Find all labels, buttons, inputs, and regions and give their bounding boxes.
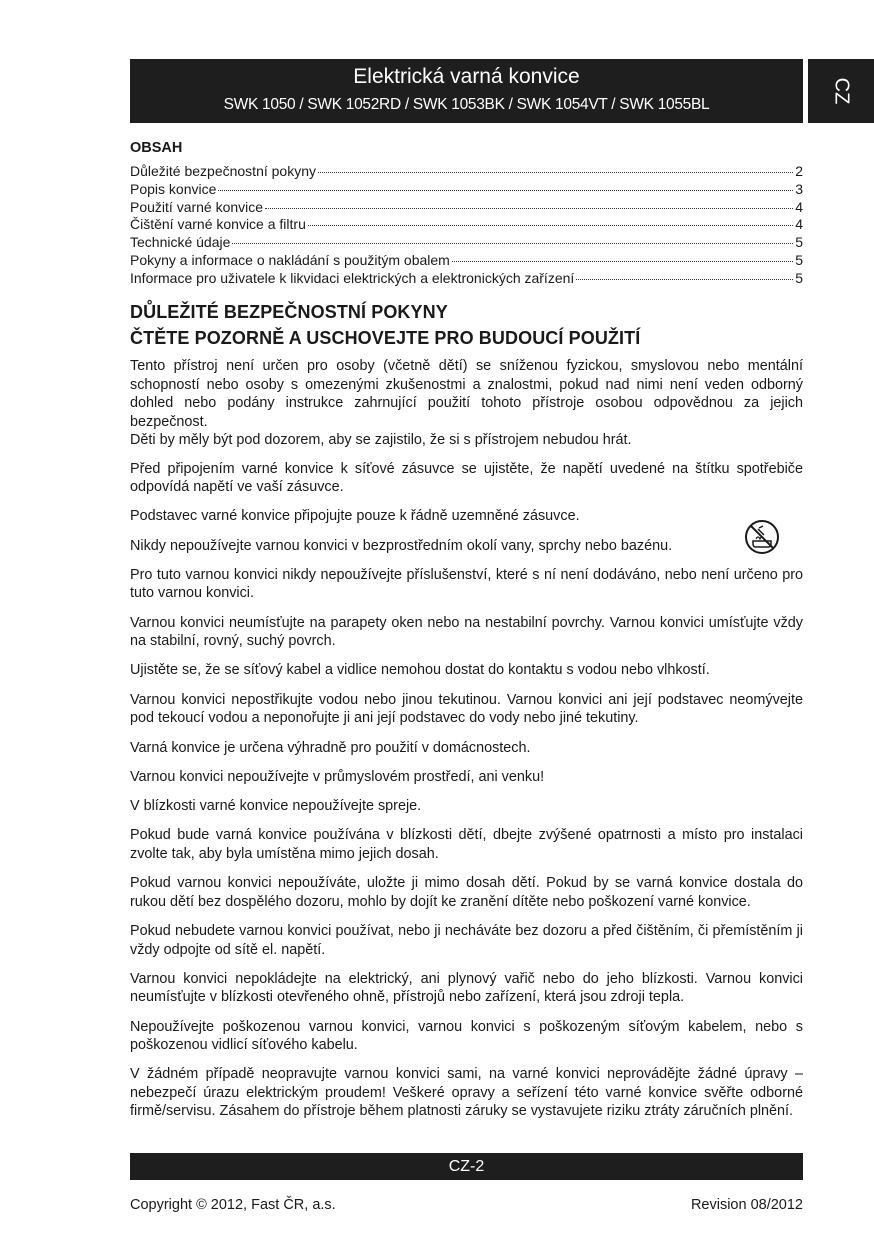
section-heading: DŮLEŽITÉ BEZPEČNOSTNÍ POKYNY xyxy=(130,302,448,322)
toc-item-label: Čištění varné konvice a filtru xyxy=(130,216,306,233)
toc-item[interactable] xyxy=(130,199,803,217)
toc-item-page: 4 xyxy=(795,198,803,215)
toc-item[interactable] xyxy=(130,163,803,181)
paragraph: Varnou konvici nepoužívejte v průmyslovém prostředí, ani venku! xyxy=(130,768,545,785)
paragraph: Varná konvice je určena výhradně pro použití v domácnostech. xyxy=(130,739,531,756)
language-tab xyxy=(808,59,874,123)
toc-item[interactable] xyxy=(130,216,803,234)
language-code: CZ xyxy=(830,77,853,105)
paragraph: V žádném případě neopravujte varnou konvici sami, na varné konvici neprovádějte žádné úpravy – nebezpečí úrazu elektrickým proudem! Veškeré opravy a seřízení této varné konvice svěřte odborné firmě/servisu. Zásahem do přístroje během platnosti záruky se vystavujete riziku ztráty záručních plnění. xyxy=(130,1066,803,1120)
toc-item-label: Pokyny a informace o nakládání s použitým obalem xyxy=(130,251,450,268)
toc-item[interactable] xyxy=(130,252,803,270)
paragraph: Nepoužívejte poškozenou varnou konvici, varnou konvici s poškozeným síťovým kabelem, nebo s poškozenou vidlicí síťového kabelu. xyxy=(130,1018,803,1054)
toc-item-page: 3 xyxy=(795,180,803,197)
toc-item-label: Technické údaje xyxy=(130,234,231,251)
revision-text: Revision 08/2012 xyxy=(690,1197,803,1213)
paragraph: Varnou konvici nepostřikujte vodou nebo jinou tekutinou. Varnou konvici ani její podstavec neomývejte pod tekoucí vodou a neponořujte ji ani její podstavec do vody nebo jiné tekutiny. xyxy=(130,691,803,727)
paragraph: Pokud bude varná konvice používána v blízkosti dětí, dbejte zvýšené opatrnosti a místo pro instalaci zvolte tak, aby byla umístěna mimo jejich dosah. xyxy=(130,827,803,862)
paragraph: Před připojením varné konvice k síťové zásuvce se ujistěte, že napětí uvedené na štítku spotřebiče odpovídá napětí ve vaší zásuvce. xyxy=(130,460,803,495)
paragraph: Ujistěte se, že se síťový kabel a vidlice nemohou dostat do kontaktu s vodou nebo vlhkostí. xyxy=(130,662,710,679)
table-of-contents xyxy=(130,163,803,288)
paragraph: Pokud nebudete varnou konvici používat, nebo ji necháváte bez dozoru a před čištěním, či přemístěním ji vždy odpojte od sítě el. napětí. xyxy=(130,923,803,958)
toc-item-label: Informace pro uživatele k likvidaci elektrických a elektronických zařízení xyxy=(130,269,575,286)
paragraph: Pokud varnou konvici nepoužíváte, uložte ji mimo dosah dětí. Pokud by se varná konvice dostala do rukou dětí bez dospělého dozoru, mohlo by dojít ke zranění dítěte nebo poškození varné konvice. xyxy=(130,875,803,910)
paragraph: V blízkosti varné konvice nepoužívejte spreje. xyxy=(130,798,422,815)
paragraph: Pro tuto varnou konvici nikdy nepoužívejte příslušenství, které s ní není dodáváno, nebo není určeno pro tuto varnou konvici. xyxy=(130,566,803,602)
no-bath-warning-icon xyxy=(744,519,780,555)
copyright-text: Copyright © 2012, Fast ČR, a.s. xyxy=(130,1197,336,1213)
paragraph: Podstavec varné konvice připojujte pouze k řádně uzemněné zásuvce. xyxy=(130,508,580,525)
page-number-bar xyxy=(130,1153,803,1180)
model-list: SWK 1050 / SWK 1052RD / SWK 1053BK / SWK 1054VT / SWK 1055BL xyxy=(223,96,710,113)
toc-item-page: 4 xyxy=(795,216,803,233)
paragraph: Varnou konvici nepokládejte na elektrický, ani plynový vařič nebo do jeho blízkosti. Varnou konvici neumísťujte v blízkosti otevřeného ohně, přístrojů nebo zařízení, která jsou zdroji tepla. xyxy=(130,970,803,1006)
document-header xyxy=(130,59,803,123)
paragraph: Děti by měly být pod dozorem, aby se zajistilo, že si s přístrojem nebudou hrát. xyxy=(130,432,632,448)
toc-item-page: 5 xyxy=(795,234,803,251)
toc-item-label: Důležité bezpečnostní pokyny xyxy=(130,163,316,179)
toc-item-label: Použití varné konvice xyxy=(130,198,264,215)
toc-item-page: 2 xyxy=(795,163,803,179)
paragraph: Nikdy nepoužívejte varnou konvici v bezprostředním okolí vany, sprchy nebo bazénu. xyxy=(130,537,673,554)
safety-instructions xyxy=(130,357,803,1132)
toc-item[interactable] xyxy=(130,234,803,252)
toc-item[interactable] xyxy=(130,270,803,288)
toc-item[interactable] xyxy=(130,181,803,199)
paragraph: Varnou konvici neumísťujte na parapety oken nebo na nestabilní povrchy. Varnou konvici umísťujte vždy na stabilní, rovný, suchý povrch. xyxy=(130,614,803,650)
toc-heading: OBSAH xyxy=(130,140,183,156)
paragraph: Tento přístroj není určen pro osoby (včetně dětí) se sníženou fyzickou, smyslovou nebo mentální schopností nebo osoby s omezenými zkušenostmi a znalostmi, pokud nad nimi není veden odborný dohled nebo podány instrukce zahrnující použití tohoto přístroje osobou odpovědnou za jejich bezpečnost. xyxy=(130,358,803,430)
toc-item-page: 5 xyxy=(795,251,803,268)
section-subheading: ČTĚTE POZORNĚ A USCHOVEJTE PRO BUDOUCÍ POUŽITÍ xyxy=(130,328,641,348)
toc-item-label: Popis konvice xyxy=(130,180,217,197)
document-title: Elektrická varná konvice xyxy=(353,65,580,88)
toc-item-page: 5 xyxy=(795,269,803,286)
page-number: CZ-2 xyxy=(448,1158,485,1175)
